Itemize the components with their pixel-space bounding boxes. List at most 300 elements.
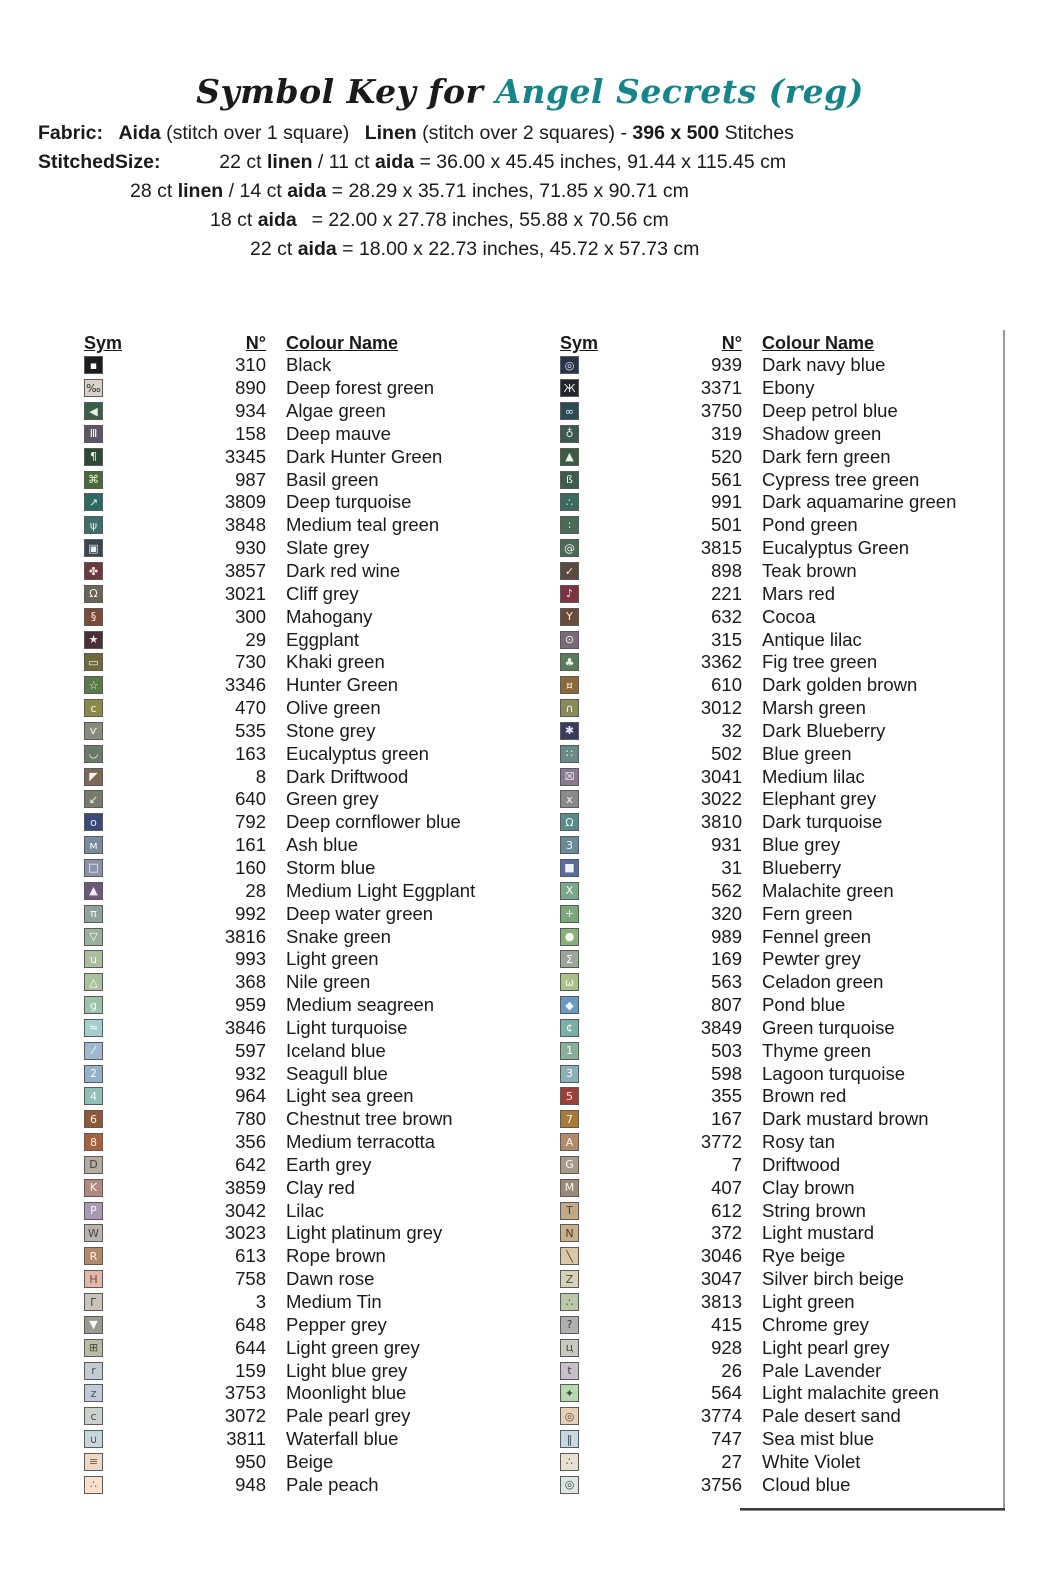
symbol-cell <box>560 608 618 626</box>
header-num-left: N° <box>245 333 266 353</box>
colour-name: Pepper grey <box>286 1313 387 1335</box>
dmc-number: 470 <box>235 697 266 719</box>
symbol-cell <box>84 493 142 511</box>
fabric-line <box>0 119 1060 148</box>
stitch-symbol-icon: ¢ <box>560 1019 579 1037</box>
table-row <box>84 697 560 720</box>
table-row <box>84 902 560 925</box>
table-row <box>84 1176 560 1199</box>
stitch-symbol-icon: Ω <box>560 813 579 831</box>
symbol-cell <box>560 631 618 649</box>
dmc-number: 932 <box>235 1062 266 1084</box>
table-row <box>560 674 1036 697</box>
stitch-symbol-icon: z <box>84 1384 103 1402</box>
colour-name: Light green grey <box>286 1336 420 1358</box>
colour-name: Blueberry <box>762 856 842 878</box>
table-row <box>84 560 560 583</box>
colour-name: Medium lilac <box>762 765 865 787</box>
table-row <box>560 971 1036 994</box>
symbol-cell <box>84 653 142 671</box>
dmc-number: 642 <box>235 1153 266 1175</box>
stitch-symbol-icon: ? <box>560 1316 579 1334</box>
stitched-size-label: StitchedSize: <box>38 151 161 173</box>
fabric-linen-label: Linen <box>364 122 417 144</box>
stitch-symbol-icon: ⊙ <box>560 631 579 649</box>
stitch-symbol-icon: + <box>560 905 579 923</box>
table-row <box>560 1291 1036 1314</box>
dmc-number: 3750 <box>700 400 742 422</box>
symbol-cell <box>84 973 142 991</box>
symbol-cell <box>84 928 142 946</box>
dmc-number: 648 <box>235 1313 266 1335</box>
dmc-number: 159 <box>235 1359 266 1381</box>
stitched-size-line-4 <box>0 235 1060 264</box>
table-row <box>560 811 1036 834</box>
dmc-number: 368 <box>235 971 266 993</box>
colour-name: Pale desert sand <box>762 1405 901 1427</box>
stitch-symbol-icon: 6 <box>84 1110 103 1128</box>
dmc-number: 948 <box>235 1473 266 1495</box>
colour-name: Dark golden brown <box>762 674 918 696</box>
stitch-symbol-icon: X <box>560 882 579 900</box>
dmc-number: 934 <box>235 400 266 422</box>
colour-name: Light sea green <box>286 1085 414 1107</box>
header-name-right: Colour Name <box>762 333 875 353</box>
stitch-symbol-icon: ◤ <box>84 768 103 786</box>
colour-name: Earth grey <box>286 1153 372 1175</box>
colour-name: Deep cornflower blue <box>286 811 461 833</box>
table-row <box>560 834 1036 857</box>
dmc-number: 503 <box>711 1039 742 1061</box>
colour-name: Eucalyptus green <box>286 742 429 764</box>
symbol-cell <box>560 973 618 991</box>
colour-name: Celadon green <box>762 971 884 993</box>
symbol-cell <box>84 1339 142 1357</box>
dmc-number: 3072 <box>224 1405 266 1427</box>
dmc-number: 561 <box>711 468 742 490</box>
colour-name: Light malachite green <box>762 1382 939 1404</box>
dmc-number: 564 <box>711 1382 742 1404</box>
table-row <box>560 742 1036 765</box>
table-row <box>84 1245 560 1268</box>
table-row <box>560 1473 1036 1496</box>
dmc-number: 758 <box>235 1268 266 1290</box>
colour-name: Pewter grey <box>762 948 861 970</box>
dmc-number: 3046 <box>700 1245 742 1267</box>
stitch-symbol-icon: c <box>84 1407 103 1425</box>
dmc-number: 612 <box>711 1199 742 1221</box>
fabric-aida-note: (stitch over 1 square) <box>166 122 350 144</box>
stitch-symbol-icon: ◆ <box>560 996 579 1014</box>
symbol-cell <box>560 585 618 603</box>
dmc-number: 502 <box>711 742 742 764</box>
dmc-number: 747 <box>711 1428 742 1450</box>
colour-name: Pond green <box>762 514 858 536</box>
dmc-number: 415 <box>711 1313 742 1335</box>
colour-name: Medium seagreen <box>286 994 435 1016</box>
table-row <box>84 788 560 811</box>
symbol-cell <box>84 1156 142 1174</box>
table-row <box>560 1176 1036 1199</box>
dmc-number: 32 <box>721 719 742 741</box>
stitch-symbol-icon: ↗ <box>84 493 103 511</box>
symbol-cell <box>560 1087 618 1105</box>
stitch-symbol-icon: Г <box>84 1293 103 1311</box>
dmc-number: 3371 <box>700 377 742 399</box>
colour-name: Deep forest green <box>286 377 435 399</box>
table-row <box>84 537 560 560</box>
colour-name: Green grey <box>286 788 379 810</box>
table-row <box>560 1016 1036 1039</box>
colour-name: Seagull blue <box>286 1062 388 1084</box>
symbol-cell <box>84 1087 142 1105</box>
dmc-number: 356 <box>235 1131 266 1153</box>
size-2-fabric-1: linen <box>177 180 224 202</box>
dmc-number: 792 <box>235 811 266 833</box>
stitch-symbol-icon: ¶ <box>84 448 103 466</box>
symbol-cell <box>560 1293 618 1311</box>
fabric-info-block <box>0 119 1060 264</box>
stitch-symbol-icon: ∴ <box>560 1293 579 1311</box>
stitch-symbol-icon: ѵ <box>84 722 103 740</box>
colour-name: Medium Tin <box>286 1291 382 1313</box>
stitch-symbol-icon: ≡ <box>84 1453 103 1471</box>
colour-name: Teak brown <box>762 560 857 582</box>
symbol-cell <box>560 836 618 854</box>
dmc-number: 3 <box>255 1291 266 1313</box>
dmc-number: 989 <box>711 925 742 947</box>
stitch-symbol-icon: ∴ <box>560 1453 579 1471</box>
colour-name: Sea mist blue <box>762 1428 875 1450</box>
symbol-cell <box>84 1316 142 1334</box>
symbol-cell <box>84 996 142 1014</box>
size-3-fabric-1: aida <box>257 209 297 231</box>
colour-name: Cliff grey <box>286 582 359 604</box>
dmc-number: 3042 <box>224 1199 266 1221</box>
symbol-cell <box>84 905 142 923</box>
size-2-count-1: 28 ct <box>130 180 173 202</box>
dmc-number: 3345 <box>224 445 266 467</box>
symbol-cell <box>560 1270 618 1288</box>
dmc-number: 501 <box>711 514 742 536</box>
colour-name: Olive green <box>286 697 381 719</box>
table-row <box>560 468 1036 491</box>
colour-name: Waterfall blue <box>286 1428 399 1450</box>
symbol-cell <box>560 1384 618 1402</box>
colour-name: Blue green <box>762 742 852 764</box>
stitch-symbol-icon: ♁ <box>560 425 579 443</box>
table-row <box>560 560 1036 583</box>
size-2-equals: = 28.29 x 35.71 inches, 71.85 x 90.71 cm <box>331 180 689 202</box>
dmc-number: 3022 <box>700 788 742 810</box>
table-row <box>560 994 1036 1017</box>
symbol-cell <box>84 1019 142 1037</box>
table-row <box>560 377 1036 400</box>
symbol-cell <box>560 1019 618 1037</box>
stitch-symbol-icon: ∩ <box>560 699 579 717</box>
dmc-number: 613 <box>235 1245 266 1267</box>
dmc-number: 959 <box>235 994 266 1016</box>
symbol-cell <box>560 882 618 900</box>
colour-name: Dark fern green <box>762 445 891 467</box>
symbol-cell <box>560 1407 618 1425</box>
colour-name: Cypress tree green <box>762 468 920 490</box>
symbol-cell <box>560 745 618 763</box>
colour-name: Deep water green <box>286 902 434 924</box>
stitch-symbol-icon: c <box>84 699 103 717</box>
symbol-cell <box>84 1453 142 1471</box>
size-4-equals: = 18.00 x 22.73 inches, 45.72 x 57.73 cm <box>342 238 700 260</box>
stitch-symbol-icon: Ⅲ <box>84 425 103 443</box>
colour-name: Light blue grey <box>286 1359 408 1381</box>
table-row <box>560 765 1036 788</box>
symbol-cell <box>84 356 142 374</box>
stitch-symbol-icon: ★ <box>84 631 103 649</box>
fabric-aida-label: Aida <box>118 122 161 144</box>
dmc-number: 3756 <box>700 1473 742 1495</box>
dmc-number: 163 <box>235 742 266 764</box>
colour-name: Snake green <box>286 925 391 947</box>
stitch-symbol-icon: ß <box>560 471 579 489</box>
symbol-cell <box>84 631 142 649</box>
table-row <box>84 1085 560 1108</box>
symbol-cell <box>560 653 618 671</box>
symbol-cell <box>560 1042 618 1060</box>
stitch-symbol-icon: ● <box>560 928 579 946</box>
colour-name: Brown red <box>762 1085 847 1107</box>
table-row <box>560 857 1036 880</box>
table-row <box>560 491 1036 514</box>
dmc-number: 597 <box>235 1039 266 1061</box>
symbol-cell <box>84 402 142 420</box>
stitch-symbol-icon: ∞ <box>560 402 579 420</box>
dmc-number: 221 <box>711 582 742 604</box>
table-row <box>84 1291 560 1314</box>
stitch-symbol-icon: ц <box>560 1339 579 1357</box>
fabric-label: Fabric: <box>38 122 104 144</box>
symbol-cell <box>84 1362 142 1380</box>
stitch-symbol-icon: ◎ <box>560 1407 579 1425</box>
page-title <box>0 72 1060 111</box>
stitch-symbol-icon: ╲ <box>560 1247 579 1265</box>
colour-name: Light mustard <box>762 1222 875 1244</box>
dmc-number: 169 <box>711 948 742 970</box>
dmc-number: 632 <box>711 605 742 627</box>
dmc-number: 315 <box>711 628 742 650</box>
stitch-symbol-icon: P <box>84 1202 103 1220</box>
dmc-number: 3810 <box>700 811 742 833</box>
stitch-symbol-icon: ‰ <box>84 379 103 397</box>
symbol-cell <box>84 1224 142 1242</box>
colour-name: Ash blue <box>286 834 358 856</box>
table-row <box>560 925 1036 948</box>
table-row <box>84 423 560 446</box>
table-row <box>84 811 560 834</box>
symbol-cell <box>560 516 618 534</box>
stitch-symbol-icon: 1 <box>560 1042 579 1060</box>
colour-name: Iceland blue <box>286 1039 386 1061</box>
symbol-cell <box>84 676 142 694</box>
dmc-number: 3813 <box>700 1291 742 1313</box>
symbol-cell <box>560 699 618 717</box>
colour-name: Mahogany <box>286 605 373 627</box>
table-row <box>84 1405 560 1428</box>
symbol-cell <box>560 448 618 466</box>
dmc-number: 3859 <box>224 1176 266 1198</box>
stitch-symbol-icon: § <box>84 608 103 626</box>
stitch-symbol-icon: R <box>84 1247 103 1265</box>
stitch-symbol-icon: м <box>84 836 103 854</box>
symbol-cell <box>84 745 142 763</box>
table-row <box>560 697 1036 720</box>
stitch-count-suffix: Stitches <box>724 122 794 144</box>
stitch-symbol-icon: Y <box>560 608 579 626</box>
colour-name: Antique lilac <box>762 628 862 650</box>
symbol-cell <box>560 790 618 808</box>
colour-name: Nile green <box>286 971 371 993</box>
table-row <box>560 354 1036 377</box>
symbol-cell <box>560 562 618 580</box>
symbol-cell <box>560 950 618 968</box>
dmc-number: 3772 <box>700 1131 742 1153</box>
dmc-number: 320 <box>711 902 742 924</box>
dmc-number: 898 <box>711 560 742 582</box>
size-1-slash: / <box>317 151 324 173</box>
symbol-cell <box>84 1270 142 1288</box>
symbol-cell <box>84 813 142 831</box>
dmc-number: 3848 <box>224 514 266 536</box>
symbol-cell <box>560 676 618 694</box>
symbol-cell <box>560 1133 618 1151</box>
table-row <box>560 400 1036 423</box>
colour-name: Deep petrol blue <box>762 400 898 422</box>
dmc-number: 167 <box>711 1108 742 1130</box>
stitch-symbol-icon: N <box>560 1224 579 1242</box>
table-row <box>560 1268 1036 1291</box>
page-edge-line <box>1003 330 1005 1510</box>
table-row <box>84 1359 560 1382</box>
symbol-cell <box>560 722 618 740</box>
symbol-cell <box>560 356 618 374</box>
table-row <box>84 1199 560 1222</box>
colour-name: Rye beige <box>762 1245 846 1267</box>
table-row <box>84 834 560 857</box>
dmc-number: 372 <box>711 1222 742 1244</box>
stitch-symbol-icon: ◎ <box>560 356 579 374</box>
dmc-number: 161 <box>235 834 266 856</box>
column-header-right <box>560 330 1036 354</box>
stitch-symbol-icon: ⊞ <box>84 1339 103 1357</box>
colour-name: Cocoa <box>762 605 816 627</box>
colour-name: Khaki green <box>286 651 385 673</box>
table-row <box>560 1451 1036 1474</box>
dmc-number: 964 <box>235 1085 266 1107</box>
stitch-symbol-icon: ▼ <box>84 1316 103 1334</box>
colour-name: Light green <box>762 1291 855 1313</box>
stitch-symbol-icon: ∴ <box>84 1476 103 1494</box>
table-row <box>84 674 560 697</box>
stitch-symbol-icon: π <box>84 905 103 923</box>
colour-name: Shadow green <box>762 422 882 444</box>
dmc-number: 3012 <box>700 697 742 719</box>
symbol-cell <box>84 1384 142 1402</box>
size-2-count-2: 14 ct <box>239 180 282 202</box>
dmc-number: 8 <box>255 765 266 787</box>
stitch-symbol-icon: K <box>84 1179 103 1197</box>
dmc-number: 3809 <box>224 491 266 513</box>
colour-name: Light platinum grey <box>286 1222 443 1244</box>
table-row <box>84 582 560 605</box>
colour-name: Clay red <box>286 1176 355 1198</box>
table-row <box>84 879 560 902</box>
header-sym-left: Sym <box>84 333 123 353</box>
stitch-symbol-icon: ☒ <box>560 768 579 786</box>
symbol-cell <box>560 996 618 1014</box>
colour-name: Dark aquamarine green <box>762 491 957 513</box>
table-row <box>84 1222 560 1245</box>
table-row <box>84 605 560 628</box>
colour-name: Black <box>286 354 332 376</box>
colour-name: Chrome grey <box>762 1313 869 1335</box>
dmc-number: 950 <box>235 1450 266 1472</box>
dmc-number: 807 <box>711 994 742 1016</box>
colour-name: Slate grey <box>286 537 370 559</box>
stitched-size-line-2 <box>0 177 1060 206</box>
symbol-cell <box>84 1293 142 1311</box>
symbol-cell <box>84 1179 142 1197</box>
dmc-number: 930 <box>235 537 266 559</box>
colour-name: Clay brown <box>762 1176 855 1198</box>
size-1-count-2: 11 ct <box>328 151 370 173</box>
table-row <box>560 445 1036 468</box>
symbol-cell <box>560 539 618 557</box>
symbol-cell <box>84 1133 142 1151</box>
table-row <box>84 857 560 880</box>
colour-name: Light turquoise <box>286 1016 408 1038</box>
dmc-number: 993 <box>235 948 266 970</box>
symbol-cell <box>560 813 618 831</box>
colour-name: Pale peach <box>286 1473 379 1495</box>
colour-name: Malachite green <box>762 879 894 901</box>
stitch-symbol-icon: Σ <box>560 950 579 968</box>
dmc-number: 3047 <box>700 1268 742 1290</box>
table-row <box>560 1085 1036 1108</box>
stitch-symbol-icon: ◎ <box>560 1476 579 1494</box>
stitch-symbol-icon: ▲ <box>84 882 103 900</box>
stitch-symbol-icon: ‖ <box>560 1430 579 1448</box>
stitch-symbol-icon: 8 <box>84 1133 103 1151</box>
table-row <box>84 742 560 765</box>
size-2-slash: / <box>228 180 235 202</box>
symbol-cell <box>84 722 142 740</box>
table-row <box>84 1336 560 1359</box>
table-row <box>84 1268 560 1291</box>
dmc-number: 3753 <box>224 1382 266 1404</box>
table-row <box>560 1108 1036 1131</box>
stitch-symbol-icon: 7 <box>560 1110 579 1128</box>
stitch-symbol-icon: A <box>560 1133 579 1151</box>
stitch-symbol-icon: 4 <box>84 1087 103 1105</box>
size-1-fabric-1: linen <box>266 151 313 173</box>
colour-name: Fern green <box>762 902 853 924</box>
dmc-number: 7 <box>731 1153 742 1175</box>
symbol-cell <box>560 471 618 489</box>
dmc-number: 939 <box>711 354 742 376</box>
stitch-symbol-icon: W <box>84 1224 103 1242</box>
colour-name: Cloud blue <box>762 1473 851 1495</box>
dmc-number: 355 <box>711 1085 742 1107</box>
dmc-number: 520 <box>711 445 742 467</box>
